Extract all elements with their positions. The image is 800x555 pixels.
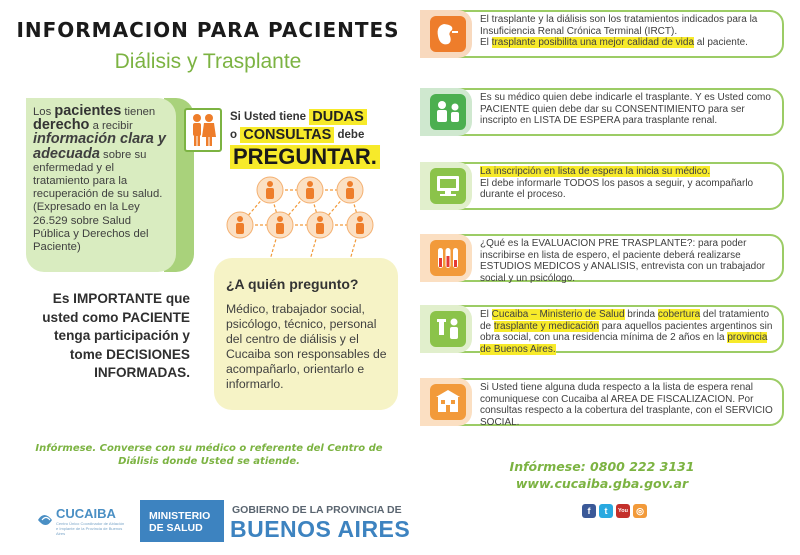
who-to-ask-title: ¿A quién pregunto?: [226, 276, 359, 292]
instagram-icon[interactable]: ◎: [633, 504, 647, 518]
info-box-5-highlight-4: provincia de Buenos Aires.: [480, 332, 768, 355]
facebook-icon[interactable]: f: [582, 504, 596, 518]
youtube-icon[interactable]: You: [616, 504, 630, 518]
cucaiba-logo-subtext: Centro Único Coordinador de Ablación e Implante de la Provincia de Buenos Aires: [56, 521, 125, 536]
info-box-1-highlight: trasplante posibilita una mejor calidad de vida: [491, 37, 695, 48]
info-box-5-text-3: del tratamiento de: [480, 309, 770, 332]
rights-box: [26, 98, 176, 272]
test-tubes-icon: [430, 240, 466, 276]
important-text: Es IMPORTANTE que usted como PACIENTE tenga participación y tome DECISIONES INFORMADAS.: [42, 291, 190, 380]
info-box-4-text: ¿Qué es la EVALUACION PRE TRASPLANTE?: para poder inscribirse en lista de espero, el paciente deberá realizarse ESTUDIOS MEDICOS y ANALISIS, entrevista con un trabajador social y un psicólogo.: [480, 238, 766, 284]
phone-number[interactable]: Infórmese: 0800 222 3131: [509, 459, 695, 474]
banner-preguntar: PREGUNTAR.: [230, 145, 380, 169]
info-box-3-text: El debe informarle TODOS los pasos a seguir, y acompañarlo durante el proceso.: [480, 177, 754, 200]
info-box-3: [420, 162, 784, 210]
info-box-5: [420, 305, 784, 353]
building-icon: [430, 384, 466, 420]
info-box-5-highlight-1: Cucaiba – Ministerio de Salud: [491, 309, 625, 320]
info-box-1-text-a: El trasplante y la diálisis son los tratamientos indicados para la Insuficiencia Renal Crónica Terminal (IRCT).: [480, 14, 758, 37]
gobierno-logo-top: GOBIERNO DE LA PROVINCIA DE: [232, 504, 402, 516]
ministerio-salud-logo: MINISTERIO DE SALUD: [140, 500, 224, 542]
kidney-icon: [430, 16, 466, 52]
info-box-6-text: Si Usted tiene alguna duda respecto a la lista de espera renal comuniquese con Cucaiba al AREA DE FISCALIZACION. Por consultas respecto a la cobertura del trasplante, con el SERVICIO SOCIAL.: [480, 382, 773, 428]
info-box-2-text: Es su médico quien debe indicarle el trasplante. Y es Usted como PACIENTE quien debe dar su CONSENTIMIENTO para ser inscripto en LISTA DE ESPERA para trasplante renal.: [480, 92, 771, 126]
info-box-1: [420, 10, 784, 58]
info-box-6: [420, 378, 784, 426]
page-title: INFORMACION PARA PACIENTES: [16, 18, 400, 42]
page-subtitle: Diálisis y Trasplante: [114, 50, 302, 73]
info-box-5-text-2: brinda: [624, 309, 658, 320]
gobierno-logo-buenos-aires: BUENOS AIRES: [230, 516, 411, 542]
info-box-1-text-b-post: al paciente.: [694, 37, 748, 48]
rights-text-3: tienen: [124, 106, 156, 118]
info-box-2: [420, 88, 784, 136]
info-box-5-text-1: El: [480, 309, 492, 320]
rights-text-6: información clara y adecuada: [33, 131, 166, 162]
banner-prefix-1: Si Usted tiene: [230, 111, 307, 123]
info-box-5-highlight-2: cobertura: [657, 309, 701, 320]
medical-care-icon: [430, 311, 466, 347]
inform-left-text: Infórmese. Converse con su médico o referente del Centro de Diálisis donde Usted se atiende.: [35, 443, 383, 467]
rights-text-5: a recibir: [92, 120, 133, 133]
who-to-ask-text: Médico, trabajador social, psicólogo, técnico, personal del centro de diálisis y el Cucaiba son responsables de acompañarlo, orientarlo e informarlo.: [226, 302, 387, 391]
info-box-5-highlight-3: trasplante y medicación: [493, 320, 599, 332]
info-box-3-highlight: La inscripción en lista de espera la inicia su médico.: [480, 166, 711, 177]
info-box-1-text-b-pre: El: [480, 37, 492, 48]
banner-word-dudas: DUDAS: [309, 109, 367, 125]
info-box-4: [420, 234, 784, 282]
rights-text-7: sobre su enfermedad y el tratamiento para la recuperación de su salud. (Expresado en la Ley 26.529 sobre Salud Pública y Derechos del Paciente): [33, 148, 163, 254]
rights-text-2: pacientes: [54, 103, 122, 119]
twitter-icon[interactable]: t: [599, 504, 613, 518]
question-banner: [230, 108, 390, 169]
computer-icon: [430, 168, 466, 204]
website-link[interactable]: www.cucaiba.gba.gov.ar: [515, 476, 689, 491]
info-box-5-text-4: para aquellos pacientes argentinos sin obra social, con una residencia mínima de 2 años en la: [480, 320, 773, 343]
banner-word-consultas: CONSULTAS: [240, 127, 334, 143]
rights-text-4: derecho: [33, 117, 90, 134]
rights-text-1: Los: [33, 106, 52, 118]
banner-suffix-2: debe: [337, 129, 365, 141]
who-to-ask-box: [214, 258, 398, 410]
cucaiba-logo-text: CUCAIBA: [56, 506, 116, 521]
banner-prefix-2: o: [230, 129, 238, 141]
people-icon: [184, 108, 222, 152]
doctor-patient-icon: [430, 94, 466, 130]
social-icons: [582, 504, 647, 518]
